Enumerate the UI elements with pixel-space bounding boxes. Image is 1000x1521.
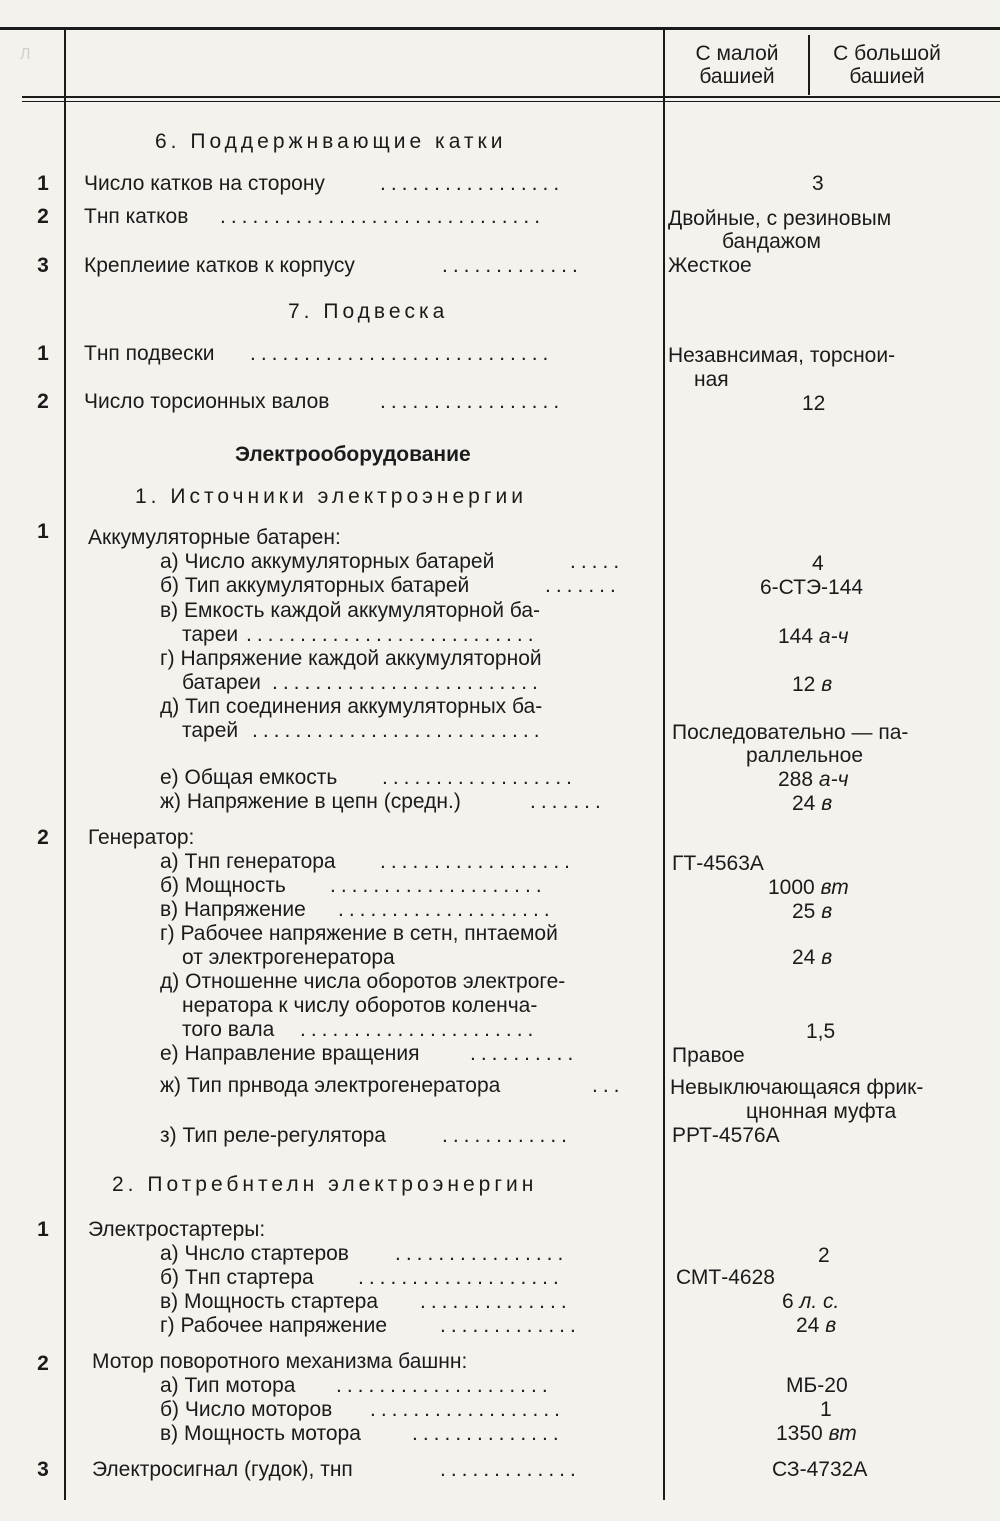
row-value: ГТ-4563А [672,852,764,875]
leader-dots: ................. [380,172,565,195]
sub-row-label: г) Напряжение каждой аккумуляторной [160,647,542,670]
row-number: 2 [37,205,49,228]
row-value: РРТ-4576А [672,1124,780,1147]
sub-row-label: з) Тип реле-регулятора [160,1124,386,1147]
sub-row-label: а) Чнсло стартеров [160,1242,349,1265]
row-value: 12 [802,392,826,415]
leader-dots: .................. [370,1398,566,1421]
row-number: 1 [37,520,49,543]
header-subdivider [808,35,810,95]
row-value: МБ-20 [786,1374,848,1397]
leader-dots: ............. [442,254,583,277]
row-value: 25 в [792,900,833,923]
leader-dots: ............ [442,1124,573,1147]
sub-row-label: в) Мощность мотора [160,1422,361,1445]
sub-row-label: д) Отношенне числа оборотов электроге- [160,970,566,993]
sub-row-label: а) Число аккумуляторных батарей [160,550,495,573]
row-label: Число катков на сторону [84,172,325,195]
row-value: Правое [672,1044,745,1067]
chapter-title-electrical: Электрооборудование [235,443,471,466]
row-number: 3 [37,254,49,277]
leader-dots: .................. [382,766,578,789]
leader-dots: ................ [395,1242,569,1265]
row-label: Аккумуляторные батарен: [88,526,341,549]
row-value: 3 [812,172,824,195]
row-value: 6 л. с. [782,1290,840,1313]
leader-dots: .................... [336,1374,553,1397]
header-col-big-turret: С большой башией [833,42,941,88]
header-col-small-turret: С малой башией [695,42,779,88]
leader-dots: ........................... [252,719,545,742]
leader-dots: .............................. [220,205,546,228]
row-value: 288 а-ч [778,768,849,791]
row-value: Незавнсимая, торснои- [668,344,896,367]
leader-dots: ................. [380,390,565,413]
sub-row-label: е) Общая емкость [160,766,338,789]
leader-dots: ............................ [250,342,554,365]
sub-row-label: ж) Тип прнвода электрогенератора [160,1074,501,1097]
row-number: 3 [37,1458,49,1481]
leader-dots: .......... [470,1042,579,1065]
row-value: 24 в [792,792,833,815]
sub-row-label: ж) Напряжение в цепн (средн.) [160,790,461,813]
row-value: СЗ-4732А [772,1458,868,1481]
leader-dots: .............. [420,1290,572,1313]
row-value: 1350 вт [776,1422,857,1445]
section-title-power-sources: 1. Источники электроэнергии [135,485,527,508]
row-value: Двойные, с резиновым [668,207,892,230]
sub-row-label: е) Направление вращения [160,1042,420,1065]
row-label: Число торсионных валов [84,390,330,413]
leader-dots: .................... [338,898,555,921]
row-number: 1 [37,172,49,195]
row-value: Последовательно — па- [672,721,909,744]
sub-row-label: б) Тип аккумуляторных батарей [160,574,470,597]
sub-row-label: г) Рабочее напряжение в сетн, пнтаемой [160,922,558,945]
row-value: 1,5 [806,1020,836,1043]
bleed-through-text: Л [20,46,31,63]
sub-row-label: а) Тип мотора [160,1374,296,1397]
row-value: 24 в [796,1314,837,1337]
sub-row-label: а) Тнп генератора [160,850,336,873]
row-value: 1 [820,1398,832,1421]
sub-row-label: б) Тнп стартера [160,1266,314,1289]
sub-row-label: б) Мощность [160,874,286,897]
sub-row-label-cont: тарей [182,719,239,742]
header-rule-1 [22,96,1000,98]
sub-row-label: в) Емкость каждой аккумуляторной ба- [160,599,540,622]
leader-dots: ... [592,1074,625,1097]
row-label: Мотор поворотного механизма башнн: [92,1350,468,1373]
row-value-cont: бандажом [722,230,821,253]
row-value: 1000 вт [768,876,849,899]
row-value: 2 [818,1244,830,1267]
row-number: 2 [37,1352,49,1375]
leader-dots: ...................... [300,1018,539,1041]
sub-row-label: б) Число моторов [160,1398,333,1421]
leader-dots: ............. [440,1314,581,1337]
section-title-suspension: 7. Подвеска [288,300,449,323]
row-value: 12 в [792,673,833,696]
row-value-cont: цнонная муфта [746,1100,897,1123]
sub-row-label-cont: тареи [182,623,239,646]
sub-row-label: в) Мощность стартера [160,1290,379,1313]
row-value-cont: ная [694,368,729,391]
leader-dots: .................... [330,874,547,897]
leader-dots: ..... [570,550,625,573]
leader-dots: ......................... [272,671,543,694]
row-number: 2 [37,390,49,413]
leader-dots: .................. [380,850,576,873]
sub-row-label-cont: батареи [182,671,261,694]
row-value: 24 в [792,946,833,969]
number-column-divider [64,30,66,1500]
leader-dots: .............. [412,1422,564,1445]
value-column-divider [663,30,665,1500]
row-value-cont: раллельное [746,744,863,767]
row-label: Электросигнал (гудок), тнп [92,1458,353,1481]
row-label: Тнп подвески [84,342,215,365]
sub-row-label-cont: того вала [182,1018,275,1041]
sub-row-label: г) Рабочее напряжение [160,1314,388,1337]
sub-row-label: в) Напряжение [160,898,306,921]
row-number: 1 [37,342,49,365]
sub-row-label-cont: нератора к числу оборотов коленча- [182,994,538,1017]
section-title-support-rollers: 6. Поддержнвающие катки [155,130,507,153]
row-value: 4 [812,552,824,575]
leader-dots: ....... [545,574,621,597]
leader-dots: ............. [440,1458,581,1481]
leader-dots: ........................... [246,623,539,646]
row-label: Креплеиие катков к корпусу [84,254,355,277]
sub-row-label: д) Тип соединения аккумуляторных ба- [160,695,543,718]
row-number: 2 [37,826,49,849]
leader-dots: ................... [358,1266,564,1289]
row-label: Электростартеры: [88,1218,266,1241]
row-label: Генератор: [88,826,195,849]
header-rule-2 [22,101,1000,102]
row-value: 6-СТЭ-144 [760,576,864,599]
row-value: Жесткое [668,254,752,277]
leader-dots: ....... [530,790,606,813]
row-value: СМТ-4628 [676,1266,775,1289]
table-top-rule [0,27,1000,30]
section-title-power-consumers: 2. Потребнтелн электроэнергин [112,1173,538,1196]
row-value: 144 а-ч [778,625,849,648]
sub-row-label-cont: от электрогенератора [182,946,395,969]
row-number: 1 [37,1218,49,1241]
row-value: Невыключающаяся фрик- [670,1076,924,1099]
row-label: Тнп катков [84,205,189,228]
